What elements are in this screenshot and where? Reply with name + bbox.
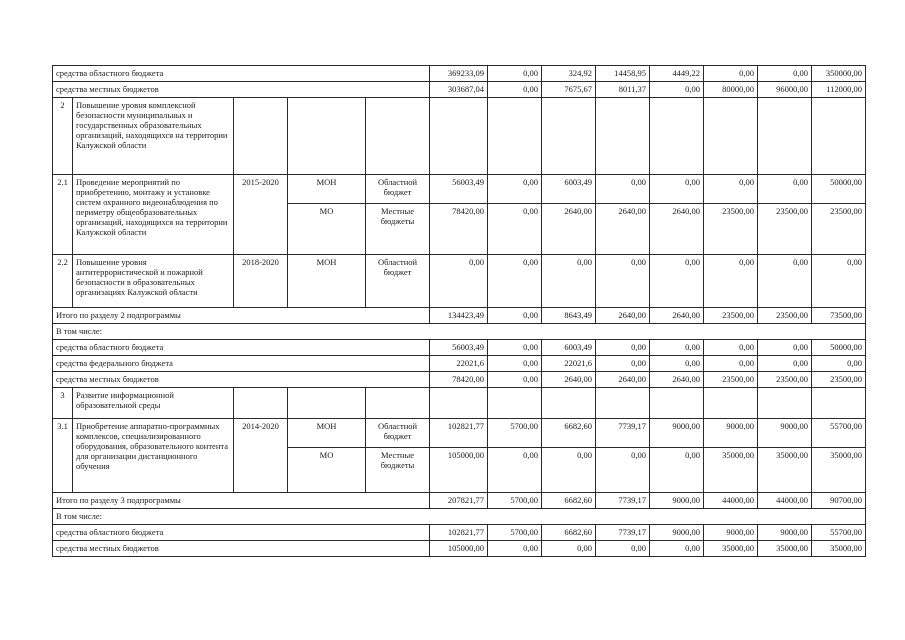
funding-source: Областной бюджет [366, 419, 430, 448]
row-label: средства местных бюджетов [53, 541, 430, 557]
value-cell: 0,00 [488, 82, 542, 98]
value-cell: 23500,00 [704, 372, 758, 388]
section-3-header [53, 388, 866, 419]
value-cell: 0,00 [542, 448, 596, 493]
budget-table [52, 65, 866, 557]
value-cell: 0,00 [488, 340, 542, 356]
value-cell: 0,00 [488, 66, 542, 82]
item-number: 3.1 [53, 419, 73, 493]
value-cell: 35000,00 [704, 448, 758, 493]
row-total-3-local [53, 541, 866, 557]
row-including-2 [53, 324, 866, 340]
empty-cell [704, 98, 758, 175]
value-cell: 0,00 [704, 66, 758, 82]
value-cell: 9000,00 [650, 493, 704, 509]
value-cell: 0,00 [596, 175, 650, 204]
value-cell: 134423,49 [430, 308, 488, 324]
item-title: Приобретение аппаратно-программных комплексов, специализированного оборудования, образовательного контента для организации дистанционного обучения [73, 419, 234, 493]
row-label: средства областного бюджета [53, 340, 430, 356]
row-total-3-regional [53, 525, 866, 541]
row-total-2-regional [53, 340, 866, 356]
value-cell: 0,00 [650, 255, 704, 308]
value-cell: 324,92 [542, 66, 596, 82]
value-cell: 9000,00 [758, 419, 812, 448]
empty-cell [430, 98, 488, 175]
row-2-2 [53, 255, 866, 308]
value-cell: 0,00 [650, 82, 704, 98]
empty-cell [812, 98, 866, 175]
value-cell: 35000,00 [812, 448, 866, 493]
funding-source: Областной бюджет [366, 175, 430, 204]
empty-cell [234, 388, 288, 419]
value-cell: 0,00 [650, 340, 704, 356]
value-cell: 0,00 [488, 372, 542, 388]
value-cell: 0,00 [758, 66, 812, 82]
row-label: Итого по разделу 3 подпрограммы [53, 493, 430, 509]
value-cell: 0,00 [650, 356, 704, 372]
empty-cell [650, 388, 704, 419]
item-period: 2015-2020 [234, 175, 288, 255]
value-cell: 22021,6 [542, 356, 596, 372]
value-cell: 0,00 [488, 308, 542, 324]
value-cell: 50000,00 [812, 175, 866, 204]
value-cell: 0,00 [488, 175, 542, 204]
value-cell: 0,00 [758, 356, 812, 372]
value-cell: 23500,00 [812, 372, 866, 388]
item-title: Повышение уровня антитеррористической и пожарной безопасности в образовательных организациях Калужской области [73, 255, 234, 308]
value-cell: 8011,37 [596, 82, 650, 98]
value-cell: 0,00 [650, 448, 704, 493]
value-cell: 2640,00 [542, 372, 596, 388]
empty-cell [758, 98, 812, 175]
value-cell: 0,00 [812, 255, 866, 308]
row-label: средства местных бюджетов [53, 82, 430, 98]
value-cell: 303687,04 [430, 82, 488, 98]
item-period: 2018-2020 [234, 255, 288, 308]
value-cell: 0,00 [704, 340, 758, 356]
value-cell: 23500,00 [758, 204, 812, 255]
empty-cell [704, 388, 758, 419]
value-cell: 0,00 [596, 448, 650, 493]
value-cell: 350000,00 [812, 66, 866, 82]
empty-cell [488, 388, 542, 419]
value-cell: 0,00 [596, 356, 650, 372]
value-cell: 80000,00 [704, 82, 758, 98]
empty-cell [430, 388, 488, 419]
item-number: 2.1 [53, 175, 73, 255]
value-cell: 35000,00 [704, 541, 758, 557]
row-local-budget-top [53, 82, 866, 98]
executor: МОН [288, 175, 366, 204]
value-cell: 0,00 [488, 541, 542, 557]
value-cell: 44000,00 [758, 493, 812, 509]
empty-cell [366, 388, 430, 419]
value-cell: 6682,60 [542, 525, 596, 541]
value-cell: 102821,77 [430, 419, 488, 448]
value-cell: 23500,00 [704, 308, 758, 324]
value-cell: 0,00 [542, 541, 596, 557]
value-cell: 8643,49 [542, 308, 596, 324]
value-cell: 90700,00 [812, 493, 866, 509]
value-cell: 56003,49 [430, 340, 488, 356]
section-number: 2 [53, 98, 73, 175]
executor: МО [288, 448, 366, 493]
value-cell: 6003,49 [542, 340, 596, 356]
funding-source: Местные бюджеты [366, 204, 430, 255]
funding-source: Областной бюджет [366, 255, 430, 308]
item-number: 2.2 [53, 255, 73, 308]
empty-cell [366, 98, 430, 175]
value-cell: 0,00 [542, 255, 596, 308]
value-cell: 0,00 [596, 255, 650, 308]
executor: МОН [288, 255, 366, 308]
row-3-1-regional [53, 419, 866, 448]
value-cell: 0,00 [596, 541, 650, 557]
value-cell: 0,00 [596, 340, 650, 356]
value-cell: 0,00 [488, 448, 542, 493]
value-cell: 0,00 [650, 175, 704, 204]
value-cell: 35000,00 [758, 541, 812, 557]
value-cell: 5700,00 [488, 525, 542, 541]
value-cell: 112000,00 [812, 82, 866, 98]
empty-cell [542, 388, 596, 419]
value-cell: 23500,00 [758, 308, 812, 324]
value-cell: 105000,00 [430, 541, 488, 557]
value-cell: 369233,09 [430, 66, 488, 82]
empty-cell [488, 98, 542, 175]
value-cell: 0,00 [704, 356, 758, 372]
value-cell: 0,00 [758, 175, 812, 204]
row-label: Итого по разделу 2 подпрограммы [53, 308, 430, 324]
value-cell: 207821,77 [430, 493, 488, 509]
value-cell: 0,00 [430, 255, 488, 308]
section-title: Развитие информационной образовательной среды [73, 388, 234, 419]
executor: МО [288, 204, 366, 255]
value-cell: 96000,00 [758, 82, 812, 98]
value-cell: 2640,00 [596, 308, 650, 324]
row-total-section-3 [53, 493, 866, 509]
row-label: В том числе: [53, 324, 866, 340]
value-cell: 0,00 [704, 175, 758, 204]
row-including-3 [53, 509, 866, 525]
item-period: 2014-2020 [234, 419, 288, 493]
empty-cell [812, 388, 866, 419]
value-cell: 9000,00 [704, 419, 758, 448]
value-cell: 0,00 [812, 356, 866, 372]
value-cell: 22021,6 [430, 356, 488, 372]
value-cell: 44000,00 [704, 493, 758, 509]
value-cell: 0,00 [758, 255, 812, 308]
value-cell: 7739,17 [596, 419, 650, 448]
row-label: средства областного бюджета [53, 66, 430, 82]
value-cell: 0,00 [488, 255, 542, 308]
row-label: В том числе: [53, 509, 866, 525]
value-cell: 9000,00 [758, 525, 812, 541]
value-cell: 56003,49 [430, 175, 488, 204]
section-number: 3 [53, 388, 73, 419]
row-label: средства областного бюджета [53, 525, 430, 541]
empty-cell [542, 98, 596, 175]
value-cell: 105000,00 [430, 448, 488, 493]
value-cell: 7739,17 [596, 493, 650, 509]
value-cell: 102821,77 [430, 525, 488, 541]
empty-cell [234, 98, 288, 175]
value-cell: 5700,00 [488, 419, 542, 448]
empty-cell [288, 98, 366, 175]
value-cell: 9000,00 [650, 525, 704, 541]
value-cell: 2640,00 [650, 204, 704, 255]
value-cell: 5700,00 [488, 493, 542, 509]
value-cell: 78420,00 [430, 372, 488, 388]
value-cell: 55700,00 [812, 525, 866, 541]
value-cell: 50000,00 [812, 340, 866, 356]
value-cell: 14458,95 [596, 66, 650, 82]
value-cell: 23500,00 [812, 204, 866, 255]
row-label: средства федерального бюджета [53, 356, 430, 372]
funding-source: Местные бюджеты [366, 448, 430, 493]
empty-cell [758, 388, 812, 419]
empty-cell [596, 388, 650, 419]
value-cell: 0,00 [488, 356, 542, 372]
value-cell: 73500,00 [812, 308, 866, 324]
value-cell: 0,00 [704, 255, 758, 308]
value-cell: 2640,00 [542, 204, 596, 255]
value-cell: 2640,00 [596, 372, 650, 388]
empty-cell [288, 388, 366, 419]
value-cell: 2640,00 [596, 204, 650, 255]
row-total-2-federal [53, 356, 866, 372]
value-cell: 55700,00 [812, 419, 866, 448]
row-regional-budget-top [53, 66, 866, 82]
value-cell: 35000,00 [812, 541, 866, 557]
item-title: Проведение мероприятий по приобретению, монтажу и установке систем охранного видеонаблюдения по периметру общеобразовательных организаций, находящихся на территории Калужской области [73, 175, 234, 255]
value-cell: 7675,67 [542, 82, 596, 98]
value-cell: 23500,00 [758, 372, 812, 388]
value-cell: 23500,00 [704, 204, 758, 255]
value-cell: 9000,00 [704, 525, 758, 541]
value-cell: 0,00 [650, 541, 704, 557]
empty-cell [596, 98, 650, 175]
value-cell: 2640,00 [650, 372, 704, 388]
value-cell: 2640,00 [650, 308, 704, 324]
value-cell: 6003,49 [542, 175, 596, 204]
empty-cell [650, 98, 704, 175]
row-total-2-local [53, 372, 866, 388]
row-total-section-2 [53, 308, 866, 324]
executor: МОН [288, 419, 366, 448]
section-title: Повышение уровня комплексной безопасности муниципальных и государственных образовательных организаций, находящихся на территории Калужской области [73, 98, 234, 175]
value-cell: 35000,00 [758, 448, 812, 493]
value-cell: 9000,00 [650, 419, 704, 448]
value-cell: 0,00 [758, 340, 812, 356]
row-2-1-regional [53, 175, 866, 204]
value-cell: 6682,60 [542, 493, 596, 509]
value-cell: 4449,22 [650, 66, 704, 82]
value-cell: 0,00 [488, 204, 542, 255]
row-label: средства местных бюджетов [53, 372, 430, 388]
value-cell: 7739,17 [596, 525, 650, 541]
value-cell: 78420,00 [430, 204, 488, 255]
value-cell: 6682,60 [542, 419, 596, 448]
section-2-header [53, 98, 866, 175]
